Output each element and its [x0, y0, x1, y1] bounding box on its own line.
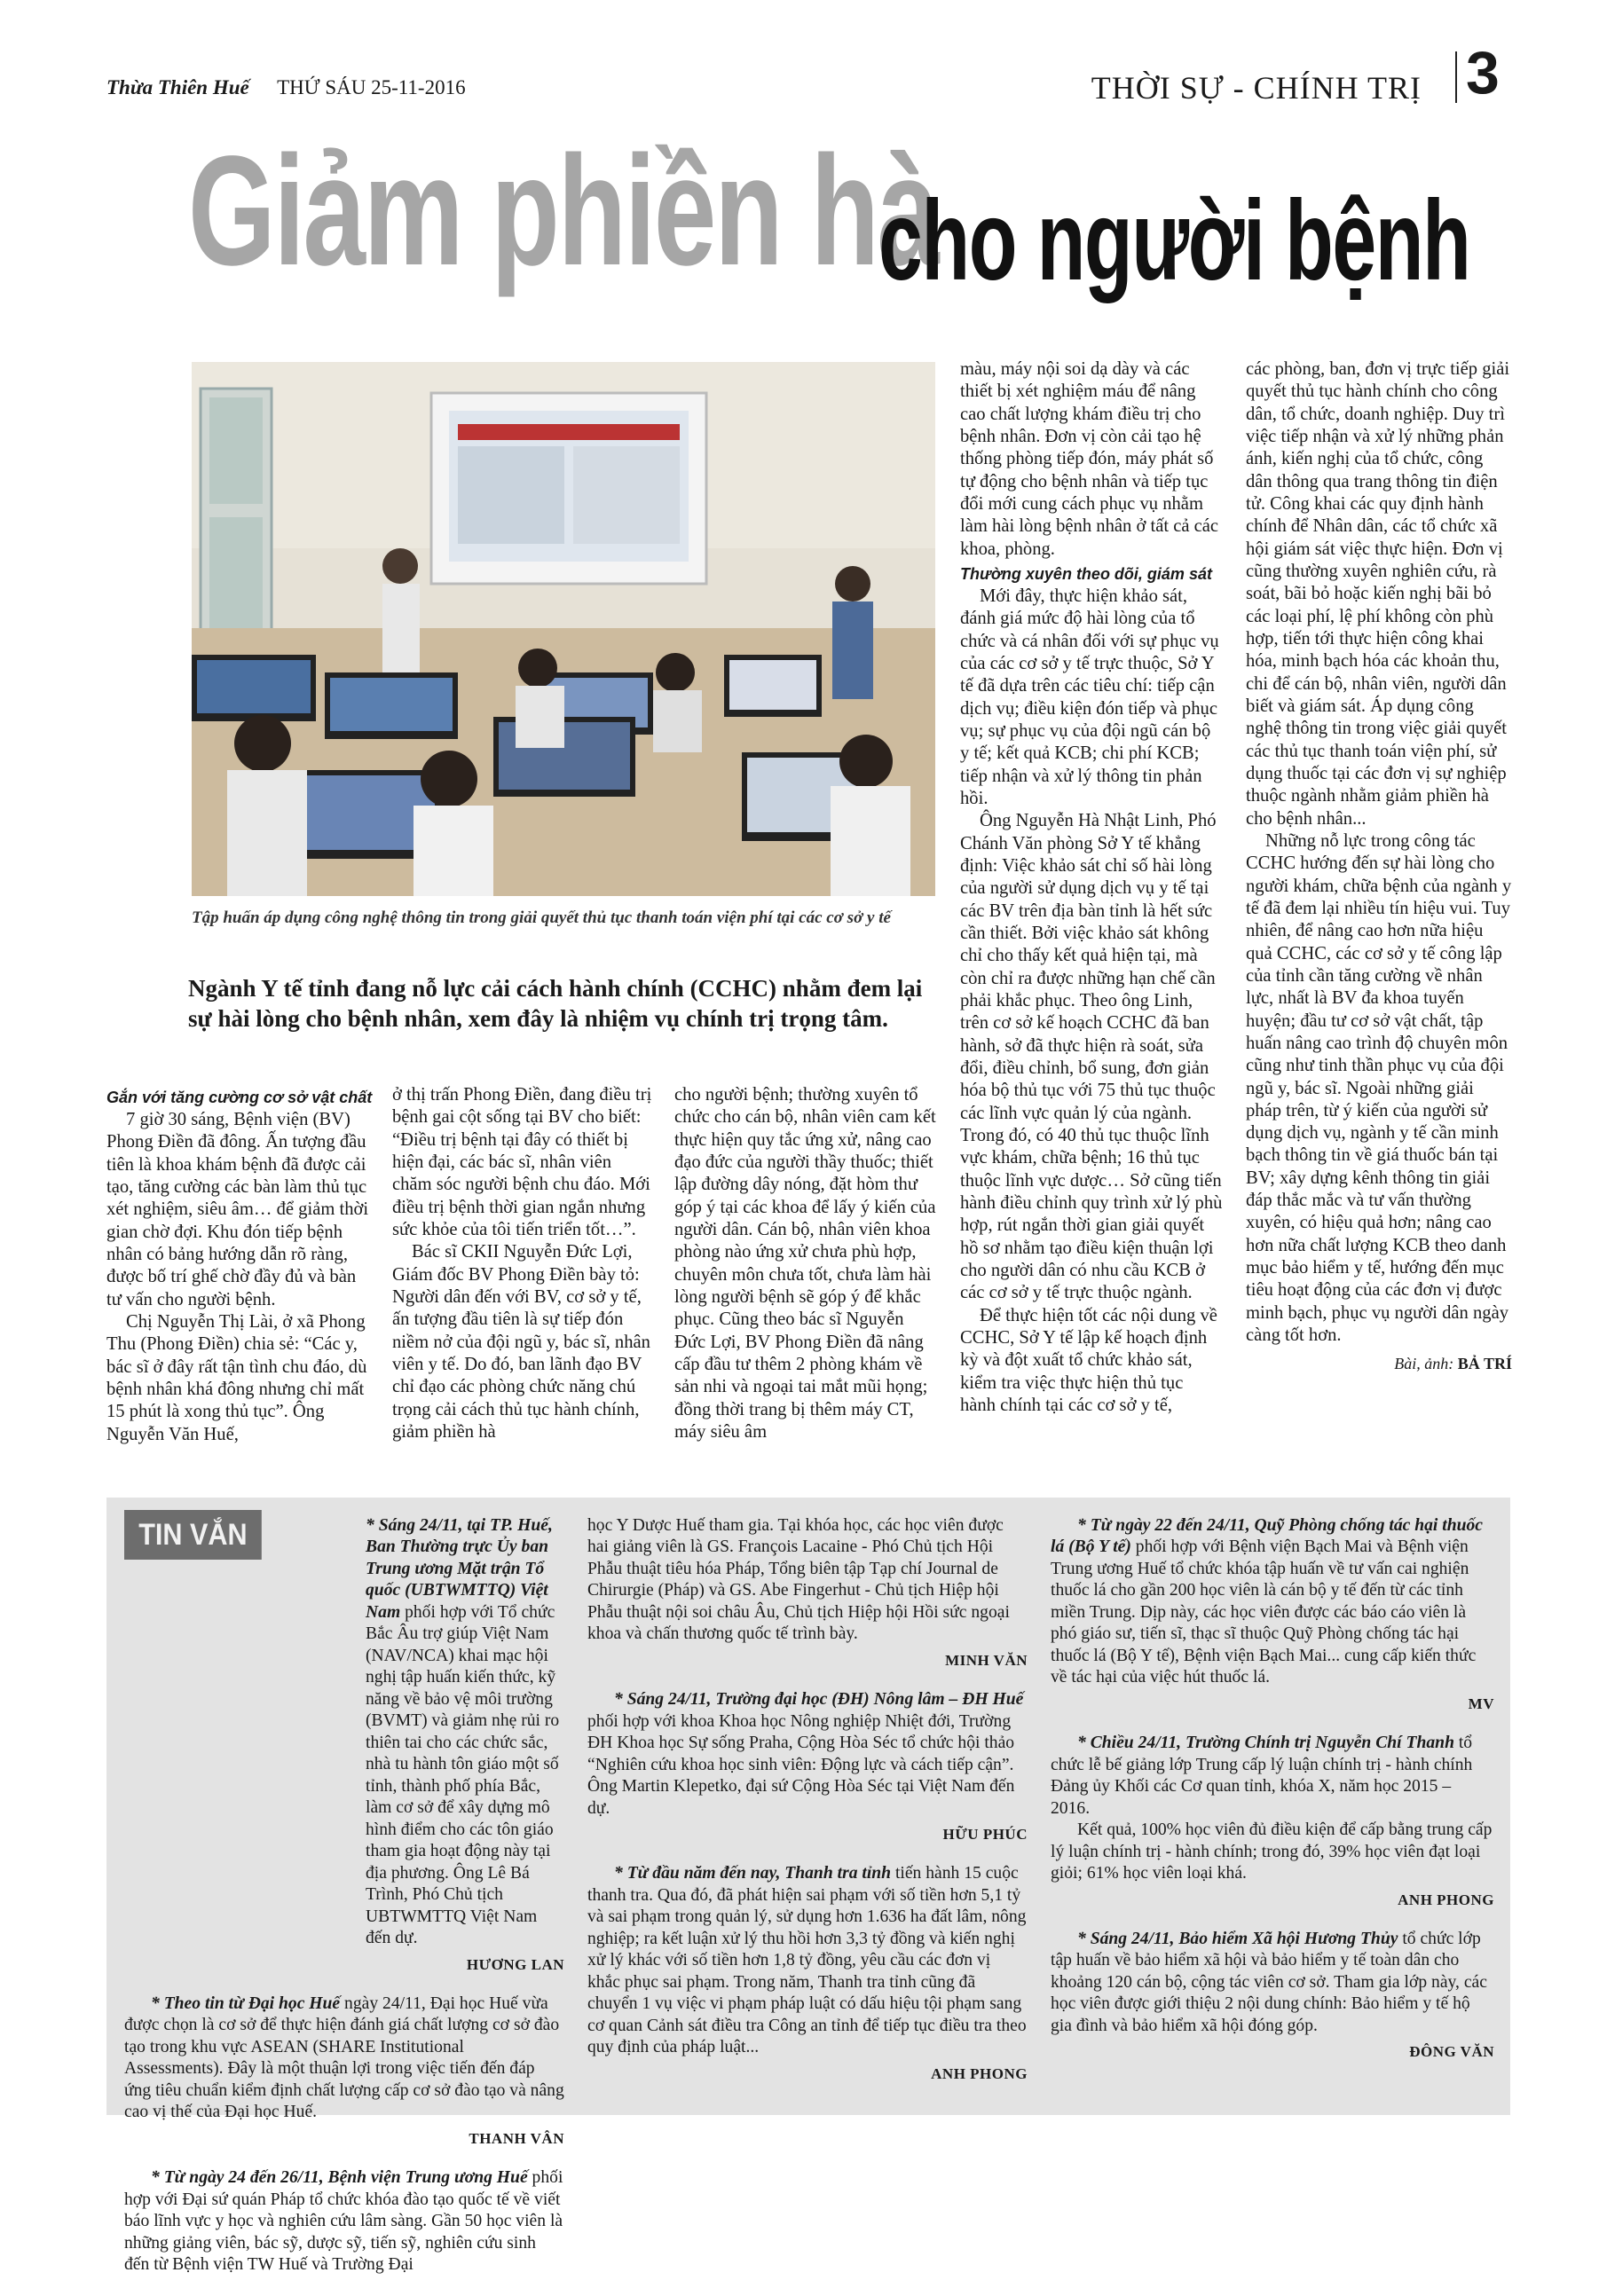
- news-brief-text: * Sáng 24/11, tại TP. Huế, Ban Thường trực Ủy ban Trung ương Mặt trận Tổ quốc (UBTWMTTQ) Việt Nam phối hợp với Tổ chức Bắc Âu trợ giúp Việt Nam (NAV/NCA) khai mạc hội nghị tập huấn kiến thức, kỹ năng về bảo vệ môi trường (BVMT) và giảm nhẹ rủi ro thiên tai cho các chức sắc, nhà tu hành tôn giáo một số tỉnh, thành phố phía Bắc, làm cơ sở để xây dựng mô hình điểm cho các tôn giáo tham gia hoạt động này tại địa phương. Ông Lê Bá Trình, Phó Chủ tịch UBTWMTTQ Việt Nam đến dự.: [366, 1516, 560, 1948]
- article-column-4: [960, 358, 1223, 1417]
- news-brief-author: ĐÔNG VĂN: [1409, 2043, 1494, 2061]
- subheading: Gắn với tăng cường cơ sở vật chất: [106, 1089, 373, 1106]
- news-brief-author: MINH VĂN: [945, 1651, 1028, 1669]
- news-brief-item: [124, 1993, 564, 2148]
- header-divider: [1455, 51, 1457, 103]
- news-brief-tag: TIN VẮN: [124, 1510, 262, 1560]
- news-brief-text: * Từ ngày 22 đến 24/11, Quỹ Phòng chống tác hại thuốc lá (Bộ Y tế) phối hợp với Bệnh viện Bạch Mai và Bệnh viện Trung ương Huế tổ chức khóa tập huấn về tư vấn cai nghiện thuốc lá cho gần 200 học viên là cán bộ y tế đến từ các tỉnh miền Trung. Dịp này, các học viên được các báo cáo viên là phó giáo sư, tiến sĩ, thạc sĩ thuộc Quỹ Phòng chống tác hại thuốc lá (Bộ Y tế), Bệnh viện Bạch Mai... cung cấp kiến thức về tác hại của việc hút thuốc lá.: [1051, 1516, 1483, 1687]
- news-brief-text: Kết quả, 100% học viên đủ điều kiện để cấp bằng trung cấp lý luận chính trị - hành chính; trong đó, 39% học viên đạt loại giỏi; 61% học viên loại khá.: [1051, 1820, 1493, 1883]
- news-brief-author: ANH PHONG: [931, 2064, 1028, 2082]
- news-brief-text: * Sáng 24/11, Bảo hiểm Xã hội Hương Thủy tổ chức lớp tập huấn về bảo hiểm xã hội và bảo hiểm y tế toàn dân cho khoảng 120 cán bộ, cộng tác viên cơ sở. Tham gia lớp này, các học viên được giới thiệu 2 nội dung chính: Bảo hiểm y tế hộ gia đình và bảo hiểm xã hội đóng góp.: [1051, 1929, 1487, 2035]
- news-brief-text: * Từ ngày 24 đến 26/11, Bệnh viện Trung ương Huế phối hợp với Đại sứ quán Pháp tổ chức khóa đào tạo quốc tế về viết báo lĩnh vực y học và nghiên cứu lâm sàng. Gần 50 học viên là những giảng viên, bác sỹ, dược sỹ, tiến sỹ, nghiên cứu sinh đến từ Bệnh viện TW Huế và Trường Đại: [124, 2168, 563, 2275]
- article-column-5: [1246, 358, 1512, 1374]
- news-brief-author: HƯƠNG LAN: [466, 1955, 564, 1973]
- paragraph: Ông Nguyễn Hà Nhật Linh, Phó Chánh Văn phòng Sở Y tế khẳng định: Việc khảo sát chỉ số hài lòng của người sử dụng dịch vụ y tế tại các BV trên địa bàn tỉnh là hết sức cần thiết. Bởi việc khảo sát không chỉ cho thấy kết quả hiện tại, mà còn chỉ ra được những hạn chế cần phải khắc phục. Theo ông Linh, trên cơ sở kế hoạch CCHC đã ban hành, sở đã thực hiện rà soát, sửa đổi, điều chỉnh, bổ sung, đơn giản hóa bộ thủ tục với 75 thủ tục thuộc các lĩnh vực quản lý của ngành. Trong đó, có 40 thủ tục thuộc lĩnh vực khám, chữa bệnh; 16 thủ tục thuộc lĩnh vực dược… Sở cũng tiến hành điều chỉnh quy trình xử lý phù hợp, rút ngắn thời gian giải quyết hồ sơ nhằm tạo điều kiện thuận lợi cho người dân có nhu cầu KCB ở các cơ sở y tế trực thuộc ngành.: [960, 811, 1223, 1303]
- subheading: Thường xuyên theo dõi, giám sát: [960, 564, 1212, 583]
- news-brief-text: * Sáng 24/11, Trường đại học (ĐH) Nông lâm – ĐH Huế phối hợp với khoa Khoa học Nông nghiệp Nhiệt đới, Trường ĐH Khoa học Sự sống Praha, Cộng Hòa Séc tổ chức hội thảo “Nghiên cứu khoa học sinh viên: Động lực và cách tiếp cận”. Ông Martin Klepetko, đại sứ Cộng Hòa Séc tại Việt Nam đến dự.: [587, 1690, 1024, 1818]
- headline-part-1: Giảm phiền hà: [188, 124, 939, 298]
- news-brief-text: * Theo tin từ Đại học Huế ngày 24/11, Đại học Huế vừa được chọn là cơ sở để thực hiện đánh giá chất lượng cơ sở đào tạo trong khu vực ASEAN (SHARE Institutional Assessments). Đây là một thuận lợi trong việc tiến đến đáp ứng tiêu chuẩn kiểm định chất lượng cấp cơ sở đào tạo và nâng cao vị thế của Đại học Huế.: [124, 1993, 564, 2122]
- news-brief-item: [1051, 1515, 1494, 1713]
- paragraph: Để thực hiện tốt các nội dung về CCHC, Sở Y tế lập kế hoạch định kỳ và đột xuất tổ chức khảo sát, kiểm tra việc thực hiện thủ tục hành chính tại các cơ sở y tế,: [960, 1305, 1217, 1415]
- byline-prefix: Bài, ảnh:: [1394, 1355, 1454, 1373]
- publication-name: Thừa Thiên Huế: [106, 76, 249, 98]
- news-brief-item: [587, 1515, 1028, 1670]
- paragraph: ở thị trấn Phong Điền, đang điều trị bệnh gai cột sống tại BV cho biết: “Điều trị bệnh tại đây có thiết bị hiện đại, các bác sĩ, nhân viên chăm sóc người bệnh chu đáo. Mới điều trị bệnh thời gian ngắn nhưng sức khỏe của tôi tiến triển tốt…”.: [392, 1085, 652, 1239]
- article-photo: [192, 362, 935, 896]
- paragraph: các phòng, ban, đơn vị trực tiếp giải quyết thủ tục hành chính cho công dân, tổ chức, doanh nghiệp. Duy trì việc tiếp nhận và xử lý những phản ánh, kiến nghị của tổ chức, công dân thông qua trang thông tin điện tử. Công khai các quy định hành chính để Nhân dân, các tổ chức xã hội giám sát việc thực hiện. Đơn vị cũng thường xuyên nghiên cứu, rà soát, bãi bỏ hoặc kiến nghị bãi bỏ các loại phí, lệ phí không còn phù hợp, tiến tới thực hiện công khai hóa, minh bạch hóa các khoản thu, chi để cán bộ, nhân viên, người dân biết và giám sát. Áp dụng công nghệ thông tin trong việc giải quyết các thủ tục thanh toán viện phí, sử dụng thuốc tại các đơn vị sự nghiệp thuộc ngành nhằm giảm phiền hà cho bệnh nhân...: [1246, 359, 1510, 829]
- news-brief-column-1: [124, 1515, 564, 2296]
- masthead: [106, 76, 466, 99]
- page-number: 3: [1466, 39, 1500, 106]
- byline-author: BẢ TRÍ: [1457, 1355, 1512, 1373]
- news-brief-author: HỮU PHÚC: [942, 1826, 1028, 1844]
- byline: [1246, 1354, 1512, 1373]
- headline-part-2: cho người bệnh: [878, 177, 1470, 304]
- paragraph: màu, máy nội soi dạ dày và các thiết bị xét nghiệm máu để nâng cao chất lượng khám điều trị cho bệnh nhân. Đơn vị còn cải tạo hệ thống phòng tiếp đón, máy phát số tự động cho bệnh nhân và tiếp tục đổi mới cung cách phục vụ nhằm làm hài lòng bệnh nhân ở tất cả các khoa, phòng.: [960, 359, 1219, 559]
- news-brief-column-2: [587, 1515, 1028, 2103]
- article-column-3: [674, 1084, 937, 1443]
- news-brief-author: ANH PHONG: [1398, 1891, 1494, 1908]
- paragraph: Chị Nguyễn Thị Lài, ở xã Phong Thu (Phong Điền) chia sẻ: “Các y, bác sĩ ở đây rất tận tình chu đáo, dù bệnh nhân khá đông nhưng chỉ mất 15 phút là xong thủ tục”. Ông Nguyễn Văn Huế,: [106, 1312, 367, 1444]
- paragraph: 7 giờ 30 sáng, Bệnh viện (BV) Phong Điền đã đông. Ấn tượng đầu tiên là khoa khám bệnh đã được cải tạo, tăng cường các bàn làm thủ tục xét nghiệm, siêu âm… để giảm thời gian chờ đợi. Khu đón tiếp bệnh nhân có bảng hướng dẫn rõ ràng, được bố trí ghế chờ đầy đủ và bàn tư vấn cho người bệnh.: [106, 1110, 369, 1309]
- news-brief-item: [587, 1863, 1028, 2083]
- news-brief-item: [124, 2167, 564, 2276]
- news-brief-author: MV: [1468, 1694, 1494, 1712]
- issue-date: THỨ SÁU 25-11-2016: [277, 76, 466, 98]
- article-lead: Ngành Y tế tỉnh đang nỗ lực cải cách hành chính (CCHC) nhằm đem lại sự hài lòng cho bệnh nhân, xem đây là nhiệm vụ chính trị trọng tâm.: [188, 975, 923, 1032]
- photo-caption: Tập huấn áp dụng công nghệ thông tin trong giải quyết thủ tục thanh toán viện phí tại các cơ sở y tế: [192, 908, 891, 927]
- paragraph: Mới đây, thực hiện khảo sát, đánh giá mức độ hài lòng của tổ chức và cá nhân đối với sự phục vụ của các cơ sở y tế trực thuộc, Sở Y tế đã dựa trên các tiêu chí: tiếp cận dịch vụ; điều kiện đón tiếp và phục vụ; sự phục vụ của đội ngũ cán bộ y tế; kết quả KCB; chi phí KCB; tiếp nhận và xử lý thông tin phản hồi.: [960, 586, 1219, 809]
- paragraph: cho người bệnh; thường xuyên tổ chức cho cán bộ, nhân viên cam kết thực hiện quy tắc ứng xử, nâng cao đạo đức của người thầy thuốc; thiết lập đường dây nóng, đặt hòm thư góp ý tại các khoa để lấy ý kiến của người dân. Cán bộ, nhân viên khoa phòng nào ứng xử chưa phù hợp, chuyên môn chưa tốt, chưa làm hài lòng người bệnh sẽ góp ý để khắc phục. Cũng theo bác sĩ Nguyễn Đức Lợi, BV Phong Điền đã nâng cấp đầu tư thêm 2 phòng khám về sản nhi và ngoại tai mắt mũi họng; đồng thời trang bị thêm máy CT, máy siêu âm: [674, 1085, 936, 1442]
- news-brief-item: [587, 1689, 1028, 1844]
- news-brief-item: [124, 1515, 564, 1974]
- news-brief-text: * Từ đầu năm đến nay, Thanh tra tỉnh tiến hành 15 cuộc thanh tra. Qua đó, đã phát hiện sai phạm với số tiền hơn 5,1 tỷ và sai phạm trong quản lý, sử dụng hơn 1.636 ha đất lâm, nông nghiệp; ra kết luận xử lý thu hồi hơn 3,3 tỷ đồng và kiến nghị xử lý khác với số tiền hơn 1,8 tỷ đồng, yêu cầu các đơn vị khắc phục sai phạm. Trong năm, Thanh tra tỉnh cũng đã chuyển 1 vụ việc vi phạm pháp luật có dấu hiệu tội phạm sang cơ quan Cảnh sát điều tra Công an tỉnh để tiếp tục điều tra theo quy định của pháp luật...: [587, 1864, 1027, 2057]
- article-column-1: [106, 1084, 373, 1446]
- section-title: THỜI SỰ - CHÍNH TRỊ: [1091, 70, 1422, 106]
- paragraph: Những nỗ lực trong công tác CCHC hướng đến sự hài lòng cho người khám, chữa bệnh của ngành y tế đã đem lại nhiều tín hiệu vui. Tuy nhiên, để nâng cao hơn nữa hiệu quả CCHC, các cơ sở y tế công lập của tỉnh cần tăng cường về nhân lực, nhất là BV đa khoa tuyến huyện; đầu tư cơ sở vật chất, tập huấn nâng cao trình độ chuyên môn cũng như tinh thần phục vụ của đội ngũ y, bác sĩ. Ngoài những giải pháp trên, từ ý kiến của người sử dụng dịch vụ, ngành y tế cần minh bạch thông tin về giá thuốc bán tại BV; xây dựng kênh thông tin giải đáp thắc mắc và tư vấn thường xuyên, có hiệu quả hơn; nâng cao hơn nữa chất lượng KCB theo danh mục bảo hiểm y tế, hướng đến mục tiêu hoạt động của các đơn vị được minh bạch, phục vụ người dân ngày càng tốt hơn.: [1246, 830, 1512, 1346]
- news-brief-item: [1051, 1929, 1494, 2062]
- article-column-2: [392, 1084, 655, 1443]
- news-brief-column-3: [1051, 1515, 1494, 2080]
- news-brief-text: * Chiều 24/11, Trường Chính trị Nguyễn Chí Thanh tổ chức lễ bế giảng lớp Trung cấp lý luận chính trị - hành chính Đảng ủy Khối các Cơ quan tỉnh, khóa X, năm học 2015 – 2016.: [1051, 1734, 1473, 1818]
- news-brief-text: học Y Dược Huế tham gia. Tại khóa học, các học viên được hai giảng viên là GS. François Lacaine - Phó Chủ tịch Hội Phẫu thuật tiêu hóa Pháp, Tổng biên tập Tạp chí Journal de Chirurgie (Pháp) và GS. Abe Fingerhut - Chủ tịch Hiệp hội Phẫu thuật nội soi châu Âu, Chủ tịch Hiệp hội Hồi sức ngoại khoa và chấn thương quốc tế trình bày.: [587, 1516, 1010, 1644]
- news-brief-author: THANH VÂN: [469, 2129, 564, 2147]
- paragraph: Bác sĩ CKII Nguyễn Đức Lợi, Giám đốc BV Phong Điền bày tỏ: Người dân đến với BV, cơ sở y tế, ấn tượng đầu tiên là sự tiếp đón niềm nở của đội ngũ y, bác sĩ, nhân viên y tế. Do đó, ban lãnh đạo BV chỉ đạo các phòng chức năng chú trọng cải cách thủ tục hành chính, giảm phiền hà: [392, 1242, 650, 1442]
- news-brief-item: [1051, 1733, 1494, 1909]
